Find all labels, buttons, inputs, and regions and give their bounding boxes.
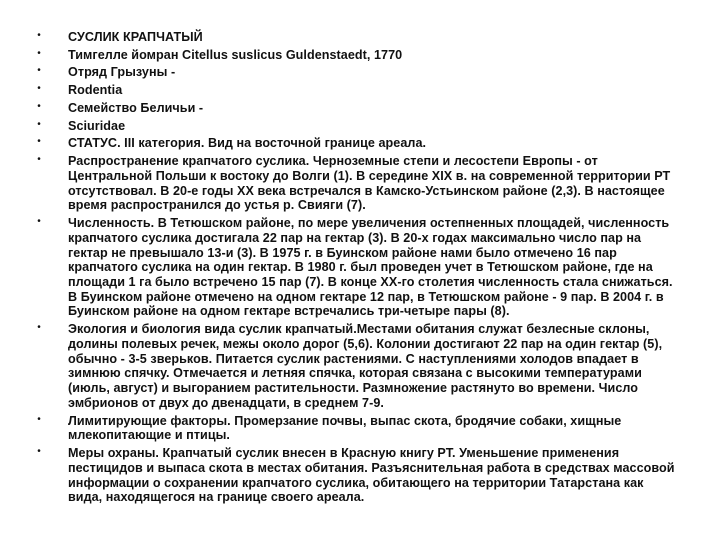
list-item-distribution: [34, 154, 680, 213]
list-item-abundance: [34, 216, 680, 319]
list-item-tatar-name: [34, 48, 680, 63]
bullet-icon: •: [37, 100, 41, 112]
bullet-icon: •: [37, 413, 41, 425]
bullet-icon: •: [37, 136, 41, 148]
list-item-status: [34, 136, 680, 151]
list-item-family-latin: [34, 119, 680, 134]
bullet-list: [34, 30, 680, 505]
family-ru: Семейство Беличьи -: [68, 100, 204, 115]
tatar-latin-name: Тимгелле йомран Citellus suslicus Guldenstaedt, 1770: [68, 47, 403, 62]
bullet-icon: •: [37, 65, 41, 77]
bullet-icon: •: [37, 216, 41, 228]
protection-paragraph: Меры охраны. Крапчатый суслик внесен в Красную книгу РТ. Уменьшение применения пестицидов и выпаса скота в местах обитания. Разъяснительная работа в средствах массовой информации о сохранении крапчатого суслика, обитающего на территории Татарстана как вида, находящегося на границе своего ареала.: [68, 446, 675, 505]
bullet-icon: •: [37, 83, 41, 95]
bullet-icon: •: [37, 118, 41, 130]
list-item-protection: [34, 446, 680, 505]
bullet-icon: •: [37, 154, 41, 166]
abundance-paragraph: Численность. В Тетюшском районе, по мере увеличения остепненных площадей, численность крапчатого суслика достигала 22 пар на гектар (3). В 20-х годах максимально число пар на гектар не превышало 13-и (3). В 1975 г. в Буинском районе нами было отмечено 16 пар крапчатого суслика на один гектар. В 1980 г. был проведен учет в Тетюшском районе, где на площади 1 га было встречено 15 пар (7). В конце XX-го столетия численность стала снижаться. В Буинском районе отмечено на одном гектаре 12 пар, в Тетюшском районе - 9 пар. В 2004 г. в Буинском районе на одном гектаре встречались три-четыре пары (8).: [68, 216, 673, 319]
list-item-limiting-factors: [34, 414, 680, 443]
ecology-paragraph: Экология и биология вида суслик крапчатый.Местами обитания служат безлесные склоны, долины полевых речек, межы около дорог (5,6). Колонии достигают 22 пар на один гектар (5), обычно - 3-5 зверьков. Питается суслик растениями. С наступлениями холодов впадает в зимнюю спячку. Отмечается и летняя спячка, которая связана с высокими температурами (июль, август) и выгоранием растительности. Размножение растянуто во времени. Число эмбрионов от двух до двенадцати, в среднем 7-9.: [68, 322, 663, 410]
order-latin: Rodentia: [68, 83, 123, 98]
list-item-title: [34, 30, 680, 45]
species-title: СУСЛИК КРАПЧАТЫЙ: [68, 30, 203, 44]
distribution-paragraph: Распространение крапчатого суслика. Черноземные степи и лесостепи Европы - от Центральной Польши к востоку до Волги (1). В середине XIX в. на современной территории РТ отсутствовал. В 20-е годы XX века встречался в Камско-Устьинском районе (2,3). В настоящее время распространился до устья р. Свияги (7).: [68, 154, 671, 213]
bullet-icon: •: [37, 30, 41, 41]
list-item-ecology: [34, 322, 680, 410]
list-item-order-latin: [34, 83, 680, 98]
bullet-icon: •: [37, 47, 41, 59]
order-ru: Отряд Грызуны -: [68, 65, 176, 80]
bullet-icon: •: [37, 446, 41, 458]
limiting-factors-paragraph: Лимитирующие факторы. Промерзание почвы, выпас скота, бродячие собаки, хищные млекопитающие и птицы.: [68, 413, 622, 443]
list-item-order: [34, 65, 680, 80]
family-latin: Sciuridae: [68, 118, 126, 133]
status-text: СТАТУС. III категория. Вид на восточной границе ареала.: [68, 136, 427, 151]
bullet-icon: •: [37, 322, 41, 334]
list-item-family: [34, 101, 680, 116]
